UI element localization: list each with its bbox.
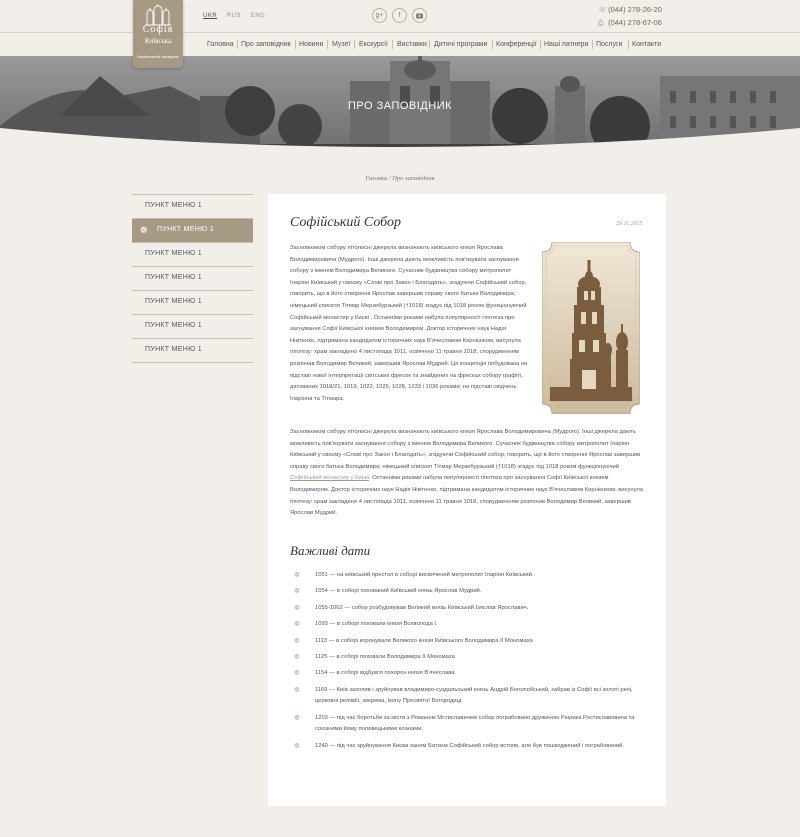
phone-2[interactable]: (044) 278-67-06 <box>608 18 662 27</box>
breadcrumb <box>0 175 800 182</box>
page-banner-title: ПРО ЗАПОВІДНИК <box>347 100 453 112</box>
sidebar-item-label: ПУНКТ МЕНЮ 1 <box>145 274 202 281</box>
sidebar-item[interactable] <box>132 266 253 290</box>
logo-title: Софія <box>142 24 174 35</box>
phone-numbers <box>598 4 662 30</box>
list-item-text: 1054 — в соборі похований Київський князь Ярослав Мудрий. <box>315 588 482 595</box>
nav-separator <box>237 40 238 49</box>
phone-icon: ☏ <box>598 7 607 14</box>
nav-separator <box>540 40 541 49</box>
nav-news[interactable]: Новини <box>299 41 324 48</box>
sidebar-item[interactable] <box>132 314 253 338</box>
monastery-link[interactable]: Софійський монастир у Києві <box>290 475 369 482</box>
ornament-bullet-icon: ❁ <box>294 714 300 722</box>
ornament-bullet-icon: ❁ <box>294 572 300 579</box>
nav-museums[interactable]: Музеї <box>332 41 351 48</box>
sidebar-item-label: ПУНКТ МЕНЮ 1 <box>145 250 202 257</box>
sidebar-item-active[interactable] <box>132 218 253 242</box>
sidebar-item-label: ПУНКТ МЕНЮ 1 <box>145 202 202 209</box>
dates-list <box>294 570 646 757</box>
list-item-text: 1154 — в соборі відбувся похорон князя В'ячеслава. <box>315 670 457 677</box>
paragraph-text: Засновником собору літописні джерела визначають київського князя Ярослава Володимировича (Мудрого). Інші джерела дають можливість пов'язувати заснування собору з іменем Володимира Великого. Сучасник будівництва собору митрополит Іларіон Київський у своєму «Слові про Закон і Благодать», згадуючи Софійський собор, говорить, що в його створенні Ярослав завершив справу свого батька Володимира; німецький єпископ Тітмар Мерзебурзький (†1018) згадує під 1018 роком функціонуючий <box>290 429 641 470</box>
list-item-text: 1169 — Київ захопив і зруйнував владимиро-суздальський князь Андрій Боголюбський, забрав із Софії всі золоті речі, церковні реліквії, зокрема, Ікону Пресвятої Богородиці. <box>315 686 633 705</box>
nav-home[interactable]: Головна <box>207 41 234 48</box>
header-divider <box>0 32 800 33</box>
sidebar-item[interactable] <box>132 290 253 314</box>
article-paragraph <box>290 427 646 520</box>
logo-caption: Національний заповідник <box>137 55 179 59</box>
list-item <box>294 603 646 615</box>
logo-subtitle: Київська <box>144 37 172 45</box>
ornament-bullet-icon: ❁ <box>294 621 300 629</box>
nav-separator <box>429 40 430 49</box>
lang-ukr[interactable]: UKR <box>203 13 218 19</box>
ornament-bullet-icon: ❁ <box>294 637 300 645</box>
nav-separator <box>592 40 593 49</box>
lang-eng[interactable]: ENG <box>250 13 266 19</box>
bell-tower-photo <box>542 242 640 414</box>
list-item-text: 1093 — в соборі поховали князя Всеволода І. <box>315 621 438 628</box>
sidebar-item[interactable] <box>132 194 253 218</box>
list-item-text: 1051 — на київський престол в соборі висвячений митрополит Іларіон Київський. <box>315 572 534 578</box>
sidebar-item-label: ПУНКТ МЕНЮ 1 <box>145 346 202 353</box>
youtube-icon[interactable] <box>412 8 427 23</box>
list-item <box>294 619 646 631</box>
list-item <box>294 668 646 680</box>
dates-heading: Важливі дати <box>290 543 371 558</box>
sidebar-item[interactable] <box>132 242 253 266</box>
nav-kids[interactable]: Дитячі програми <box>434 41 488 48</box>
ornament-bullet-icon: ❁ <box>294 742 300 750</box>
site-logo[interactable] <box>133 0 183 68</box>
nav-separator <box>392 40 393 49</box>
phone-1[interactable]: (044) 278-26-20 <box>608 5 662 14</box>
fax-icon: ⎙ <box>598 20 604 27</box>
article-title: Софійський Собор <box>290 215 402 230</box>
ornament-bullet-icon: ❁ <box>294 653 300 661</box>
language-switcher <box>203 13 273 19</box>
nav-separator <box>354 40 355 49</box>
list-item <box>294 741 646 753</box>
list-item-text: 1203 — під час боротьби за місто з Романом Мстиславичем собор пограбовано дружиною Рюрика Ростиславовича та союзними йому половецькими кланами. <box>315 714 635 733</box>
breadcrumb-home[interactable]: Головна <box>365 175 388 182</box>
list-item <box>294 685 646 708</box>
list-item <box>294 586 646 598</box>
hero-banner <box>0 56 800 160</box>
site-header <box>0 0 800 58</box>
sidebar-item[interactable] <box>132 338 253 362</box>
ornament-bullet-icon: ❁ <box>294 686 300 694</box>
article-paragraph: Засновником собору літописні джерела визначають київського князя Ярослава Володимировича (Мудрого). Інші джерела дають можливість пов'язувати заснування собору з іменем Володимира Великого. Сучасник будівництва собору митрополит Іларіон Київський у своєму «Слові про Закон і Благодать», згадуючи Софійський собор, говорить, що в його створенні Ярослав завершив справу свого батька Володимира; німецький єпископ Тітмар Мерзебурзький (†1018) згадує під 1018 роком функціонуючий Софійський монастир у Києві . Останніми роками набула популярності гіпотеза про заснування Софії Київської князем Володимиром. Доктор історичних наук Надія Нікітенко, підтримана кандидатом історичних наук В'ячеславом Корнієнком, висунула гіпотезу: храм закладено 4 листопада 1011, освячено 11 травня 1018, спорудженням розпочав Володимир Великий, завершив Ярослав Мудрий. Ця концепція побудована на підставі нової інтерпретації світських фресок та знайдених на фресках собору графіті, датованих 1018/21, 1019, 1022, 1025, 1028, 1033 і 1036 роками; на підставі свідчень Іларіона та Тітмара. <box>290 245 528 402</box>
sidebar-item-label: ПУНКТ МЕНЮ 1 <box>157 226 214 233</box>
nav-conferences[interactable]: Конференції <box>496 41 537 48</box>
ornament-bullet-icon: ❁ <box>294 604 300 612</box>
nav-about[interactable]: Про заповідник <box>241 41 291 48</box>
ornament-icon: ❁ <box>140 225 148 235</box>
list-item <box>294 652 646 664</box>
nav-contacts[interactable]: Контакти <box>632 41 662 48</box>
nav-excursions[interactable]: Екскурсії <box>359 41 388 48</box>
nav-separator <box>492 40 493 49</box>
nav-separator <box>295 40 296 49</box>
sidebar-item-label: ПУНКТ МЕНЮ 1 <box>145 298 202 305</box>
nav-services[interactable]: Послуги <box>596 41 623 48</box>
ornament-bullet-icon: ❁ <box>294 588 300 596</box>
nav-separator <box>327 40 328 49</box>
sidebar-divider <box>132 362 253 363</box>
list-item-text: 1113 — в соборі коронували Великого князя Київського Володимира ІІ Мономаха <box>315 637 533 644</box>
list-item <box>294 570 646 582</box>
facebook-icon[interactable]: f <box>392 8 407 23</box>
list-item-text: 1055-1062 — собор розбудовував Великий князь Київський Ізяслав Ярославич. <box>315 604 529 611</box>
lang-rus[interactable]: RUS <box>226 13 242 19</box>
nav-exhibitions[interactable]: Виставки <box>397 41 427 48</box>
list-item <box>294 713 646 736</box>
nav-separator <box>628 40 629 49</box>
breadcrumb-separator: / <box>388 175 391 182</box>
article-card <box>268 194 666 806</box>
list-item-text: 1125 — в соборі поховали Володимира ІІ Мономаха <box>315 653 455 660</box>
breadcrumb-current: Про заповідник <box>392 175 435 182</box>
article-date: 29.11.2015 <box>616 221 643 227</box>
ornament-bullet-icon: ❁ <box>294 670 300 678</box>
sidebar-item-label: ПУНКТ МЕНЮ 1 <box>145 322 202 329</box>
paragraph-text: . Останніми роками набула популярності гіпотеза про заснування Софії Київської князем Володимиром. Доктор історичних наук Надія Нікітенко, підтримана кандидатом історичних наук В'ячеславом Корнієнком, висунула гіпотезу: храм закладено 4 листопада 1011, освячено 11 травня 1018, спорудженням розпочав Володимир Великий, завершив Ярослав Мудрий. <box>290 475 643 517</box>
cathedral-icon <box>143 4 173 26</box>
list-item <box>294 636 646 648</box>
sidebar-menu <box>132 194 253 363</box>
nav-partners[interactable]: Наші патнери <box>544 41 589 48</box>
google-plus-icon[interactable]: g+ <box>372 8 387 23</box>
list-item-text: 1240 — під час зруйнування Києва ханом Батиєм Софійський собор встояв, але був пошкоджений і пограбований. <box>315 742 624 749</box>
